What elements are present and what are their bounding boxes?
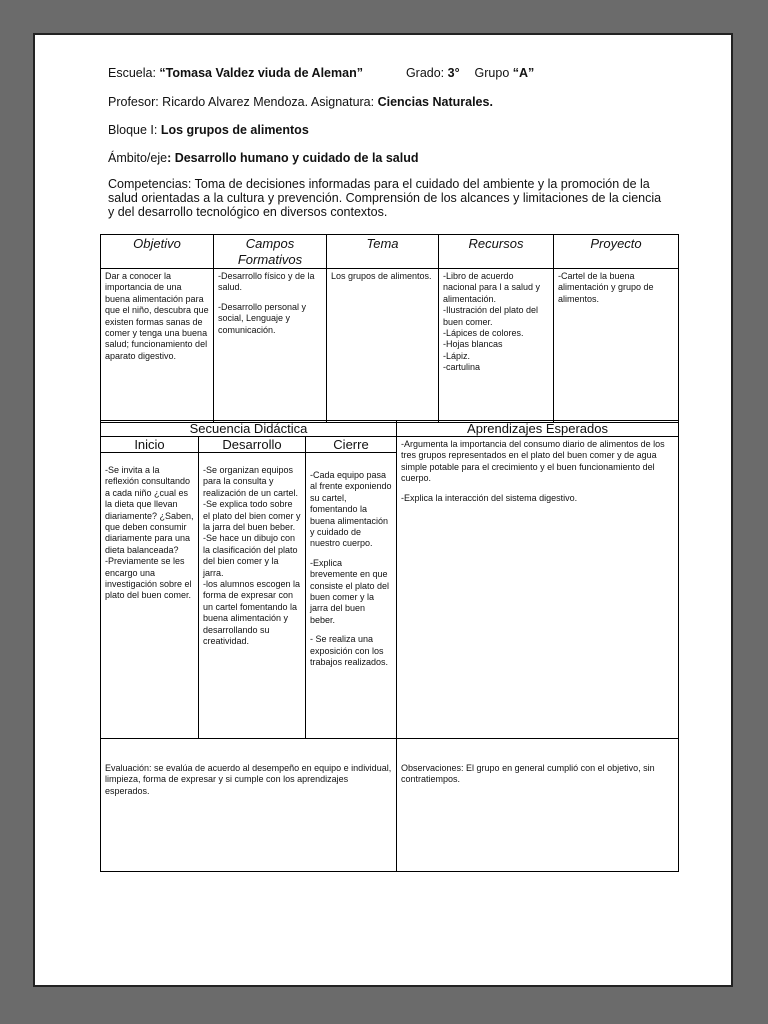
objetivo-cell [101,269,214,423]
cierre-item: -Cada equipo pasa al frente exponiendo su cartel, fomentando la buena alimentación y cuidado de nuestro cuerpo. [310,470,392,549]
header-tema: Tema [327,235,439,269]
competencias-paragraph: Competencias: Toma de decisiones informadas para el cuidado del ambiente y la promoción de la salud orientadas a la cultura y prevención. Comprensión de los alcances y limitaciones de la ciencia y del desarrollo tecnológico en diversos contextos. [108,177,662,219]
desarrollo-item: -Se explica todo sobre el plato del bien comer y la jarra del buen beber. [203,499,301,533]
desarrollo-cell [199,453,306,739]
escuela-value: “Tomasa Valdez viuda de Aleman” [159,66,363,80]
aprendizajes-cell [397,437,679,739]
tema-cell [327,269,439,423]
evaluacion-cell [101,739,397,872]
grupo-value: “A” [512,66,535,80]
grupo-label: Grupo [474,66,513,80]
recurso-item: -cartulina [443,362,481,373]
bloque-label: Bloque I: [108,123,161,137]
ambito-label: Ámbito/eje [108,151,168,165]
bloque-value: Los grupos de alimentos [160,123,309,137]
recurso-item: -Ilustración del plato del buen comer. [443,305,539,327]
ambito-line [108,151,419,165]
inicio-item: -Previamente se les encargo una investigación sobre el plato del buen comer. [105,556,192,601]
tema-text: Los grupos de alimentos. [331,271,432,281]
asignatura-value: Ciencias Naturales. [377,95,493,109]
teacher-line [108,95,493,109]
cierre-header: Cierre [306,437,397,453]
recurso-item: -Lápices de colores. [443,328,524,339]
grado-value: 3° [447,66,460,80]
evaluacion-text: Evaluación: se evalúa de acuerdo al desempeño en equipo e individual, limpieza, forma de expresar y si cumple con los aprendizajes esperados. [105,763,392,796]
inicio-header: Inicio [101,437,199,453]
cierre-item: - Se realiza una exposición con los trabajos realizados. [310,634,389,668]
grado-label: Grado: [405,66,448,80]
desarrollo-item: -los alumnos escogen la forma de expresar con un cartel fomentando la buena alimentación y desarrollando su creatividad. [203,579,301,647]
header-objetivo: Objetivo [101,235,214,269]
school-line [108,66,534,80]
document-page [33,33,733,987]
planning-table [100,234,679,423]
header-proyecto: Proyecto [554,235,679,269]
header-campos: Campos Formativos [214,235,327,269]
aprendizaje-item: -Argumenta la importancia del consumo diario de alimentos de los tres grupos representados en el plato del buen comer y de agua simple potable para el crecimiento y el buen funcionamiento del cuerpo. [401,439,665,484]
inicio-cell [101,453,199,739]
desarrollo-item: -Se hace un dibujo con la clasificación del plato del bien comer y la jarra. [203,533,298,578]
desarrollo-header: Desarrollo [199,437,306,453]
observaciones-text: Observaciones: El grupo en general cumplió con el objetivo, sin contratiempos. [401,763,655,785]
aprendizaje-item: -Explica la interacción del sistema digestivo. [401,492,578,503]
escuela-label: Escuela: [108,66,160,80]
recursos-cell [439,269,554,423]
inicio-item: -Se invita a la reflexión consultando a cada niño ¿cual es la dieta que llevan diariamente? ¿Saben, que deben consumir diariamente para una dieta balanceada? [105,465,194,555]
ambito-value: : Desarrollo humano y cuidado de la salud [167,151,419,165]
campos-cell [214,269,327,423]
campo-item: -Desarrollo personal y social, Lenguaje y comunicación. [218,301,307,335]
cierre-cell [306,453,397,739]
header-recursos: Recursos [439,235,554,269]
block-line [108,123,309,137]
proyecto-text: -Cartel de la buena alimentación y grupo de alimentos. [558,271,654,304]
objetivo-text: Dar a conocer la importancia de una buena alimentación para que el niño, descubra que existen formas sanas de comer y tenga una buena salud; funcionamiento del aparato digestivo. [105,271,209,361]
profesor-text: Profesor: Ricardo Alvarez Mendoza. Asignatura: [108,95,378,109]
sequence-table [100,420,679,872]
recurso-item: -Lápiz. [443,350,471,361]
recurso-item: -Libro de acuerdo nacional para l a salud y alimentación. [443,271,541,304]
campo-item: -Desarrollo físico y de la salud. [218,271,315,293]
cierre-item: -Explica brevemente en que consiste el plato del buen comer y la jarra del buen beber. [310,557,390,625]
proyecto-cell [554,269,679,423]
secuencia-header: Secuencia Didáctica [101,421,397,437]
desarrollo-item: -Se organizan equipos para la consulta y realización de un cartel. [203,465,299,498]
observaciones-cell [397,739,679,872]
aprendizajes-header: Aprendizajes Esperados [397,421,679,437]
recurso-item: -Hojas blancas [443,339,503,350]
